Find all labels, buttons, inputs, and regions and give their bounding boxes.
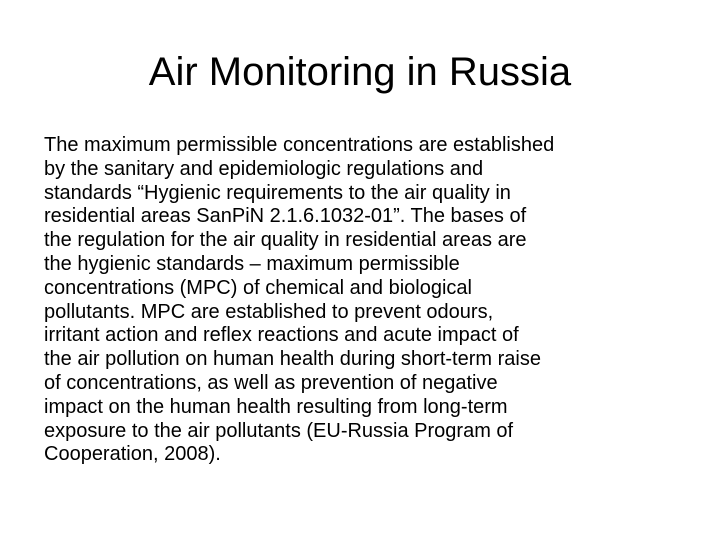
body-line: exposure to the air pollutants (EU-Russia Program of (44, 419, 514, 442)
body-line: concentrations (MPC) of chemical and biological (44, 276, 472, 299)
body-line: of concentrations, as well as prevention of negative (44, 371, 498, 394)
body-line: standards “Hygienic requirements to the air quality in (44, 181, 511, 204)
slide-body (44, 134, 684, 467)
body-line: irritant action and reflex reactions and acute impact of (44, 324, 519, 347)
body-line: the regulation for the air quality in residential areas are (44, 229, 527, 252)
body-line: pollutants. MPC are established to prevent odours, (44, 300, 494, 323)
body-line: The maximum permissible concentrations are established (44, 134, 555, 156)
slide-title: Air Monitoring in Russia (148, 50, 572, 94)
body-paragraph (44, 134, 684, 467)
body-line: the air pollution on human health during short-term raise (44, 348, 541, 371)
body-line: impact on the human health resulting from long-term (44, 395, 508, 418)
body-line: Cooperation, 2008). (44, 443, 221, 466)
body-line: residential areas SanPiN 2.1.6.1032-01”. The bases of (44, 205, 527, 228)
body-line: by the sanitary and epidemiologic regulations and (44, 157, 484, 180)
body-line: the hygienic standards – maximum permissible (44, 252, 460, 275)
